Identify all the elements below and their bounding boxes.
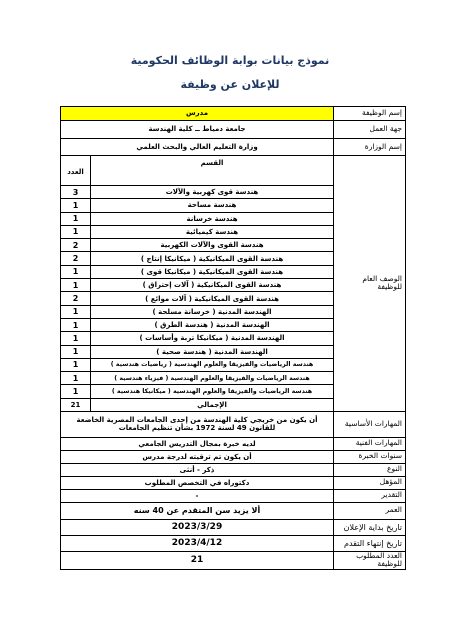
- department-count: 3: [61, 186, 91, 199]
- department-name: هندسة كيميائية: [91, 225, 334, 238]
- experience-label: سنوات الخبرة: [334, 450, 406, 463]
- department-name: هندسة الرياضيات والفيزيقا والعلوم الهندسية ( فيزياء هندسية ): [91, 372, 334, 385]
- department-name: هندسة القوى والآلات الكهربية: [91, 239, 334, 252]
- start-label: تاريخ بداية الإعلان: [334, 519, 406, 535]
- department-name: هندسة قوى كهربية والآلات: [91, 186, 334, 199]
- department-name: الهندسة المدنية ( خرسانة مسلحة ): [91, 305, 334, 318]
- skills-label: المهارات الأساسية: [334, 411, 406, 437]
- row-ministry: [61, 139, 406, 156]
- row-skills: [61, 411, 406, 437]
- total-label: الإجمالي: [91, 398, 334, 411]
- department-count: 1: [61, 385, 91, 398]
- row-tech: [61, 437, 406, 450]
- count-header: العدد: [61, 156, 91, 186]
- job-name-label: إسم الوظيفة: [334, 107, 406, 121]
- department-count: 1: [61, 358, 91, 371]
- department-count: 1: [61, 279, 91, 292]
- description-label: الوصف العام للوظيفة: [334, 156, 406, 412]
- end-value: 2023/4/12: [61, 535, 334, 551]
- form-title: نموذج بيانات بوابة الوظائف الحكومية: [130, 54, 330, 67]
- gender-value: ذكر - أنثى: [61, 463, 334, 476]
- department-count: 1: [61, 199, 91, 212]
- total-value: 21: [61, 398, 91, 411]
- qualification-label: المؤهل: [334, 476, 406, 489]
- ministry-value: وزارة التعليم العالي والبحث العلمي: [61, 139, 334, 156]
- department-name: هندسة القوى الميكانيكية ( آلات موائع ): [91, 292, 334, 305]
- age-label: العمر: [334, 502, 406, 519]
- skills-value: أن يكون من خريجي كلية الهندسة من إحدى الجامعات المصرية الخاضعة للقانون 49 لسنة 1972 بشأن تنظيم الجامعات: [61, 411, 334, 437]
- row-needed: [61, 551, 406, 569]
- end-label: تاريخ إنتهاء التقدم: [334, 535, 406, 551]
- row-job-name: [61, 107, 406, 121]
- tech-label: المهارات الفنية: [334, 437, 406, 450]
- grade-label: التقدير: [334, 489, 406, 502]
- department-count: 2: [61, 252, 91, 265]
- department-name: الهندسة المدنية ( هندسة الطرق ): [91, 318, 334, 331]
- row-qualification: [61, 476, 406, 489]
- row-end-date: [61, 535, 406, 551]
- department-name: هندسة القوى الميكانيكية ( آلات إحتراق ): [91, 279, 334, 292]
- department-name: هندسة الرياضيات والفيزيقا والعلوم الهندسية ( ميكانيكا هندسية ): [91, 385, 334, 398]
- gender-label: النوع: [334, 463, 406, 476]
- department-count: 2: [61, 239, 91, 252]
- department-name: الهندسة المدنية ( هندسة صحية ): [91, 345, 334, 358]
- dept-header: القسم: [91, 156, 334, 186]
- department-count: 1: [61, 345, 91, 358]
- job-form-table: [60, 106, 406, 570]
- department-name: هندسة خرسانة: [91, 212, 334, 225]
- department-count: 2: [61, 292, 91, 305]
- employer-label: جهة العمل: [334, 121, 406, 139]
- age-value: ألا يزيد سن المتقدم عن 40 سنه: [61, 502, 334, 519]
- department-count: 1: [61, 372, 91, 385]
- row-age: [61, 502, 406, 519]
- department-count: 1: [61, 318, 91, 331]
- needed-value: 21: [61, 551, 334, 569]
- department-count: 1: [61, 212, 91, 225]
- form-subtitle: للإعلان عن وظيفة: [180, 78, 280, 91]
- employer-value: جامعة دمياط ــ كلية الهندسة: [61, 121, 334, 139]
- row-start-date: [61, 519, 406, 535]
- job-name-value: مدرس: [61, 107, 334, 121]
- department-count: 1: [61, 265, 91, 278]
- row-grade: [61, 489, 406, 502]
- department-count: 1: [61, 332, 91, 345]
- row-gender: [61, 463, 406, 476]
- department-name: هندسة مساحة: [91, 199, 334, 212]
- start-value: 2023/3/29: [61, 519, 334, 535]
- qualification-value: دكتوراه في التخصص المطلوب: [61, 476, 334, 489]
- department-name: الهندسة المدنية ( ميكانيكا تربة وأساسات ): [91, 332, 334, 345]
- needed-label: العدد المطلوب للوظيفة: [334, 551, 406, 569]
- tech-value: لديه خبرة بمجال التدريس الجامعي: [61, 437, 334, 450]
- grade-value: -: [61, 489, 334, 502]
- row-description-header: [61, 156, 406, 186]
- row-employer: [61, 121, 406, 139]
- department-name: هندسة الرياضيات والفيزيقا والعلوم الهندسية ( رياضيات هندسية ): [91, 358, 334, 371]
- department-count: 1: [61, 225, 91, 238]
- experience-value: أن يكون تم ترقيته لدرجة مدرس: [61, 450, 334, 463]
- department-name: هندسة القوى الميكانيكية ( ميكانيكا إنتاج ): [91, 252, 334, 265]
- row-experience: [61, 450, 406, 463]
- ministry-label: إسم الوزارة: [334, 139, 406, 156]
- department-count: 1: [61, 305, 91, 318]
- department-name: هندسة القوى الميكانيكية ( ميكانيكا قوى ): [91, 265, 334, 278]
